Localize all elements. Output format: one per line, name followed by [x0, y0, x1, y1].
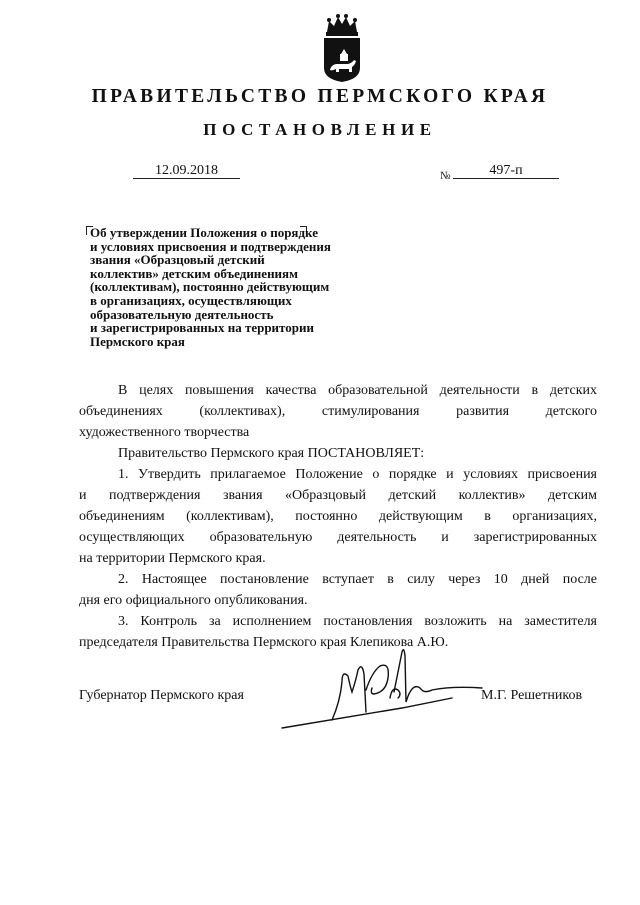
date-underline [133, 178, 240, 179]
document-body [79, 380, 597, 653]
paragraph-item-2 [79, 569, 597, 611]
body-line: художественного творчества [79, 425, 250, 440]
subject-line: образовательную деятельность [90, 306, 274, 322]
body-line: председателя Правительства Пермского края Клепикова А.Ю. [79, 635, 449, 650]
body-line: 2. Настоящее постановление вступает в силу через 10 дней после [118, 572, 597, 587]
body-line: В целях повышения качества образовательной деятельности в детских [118, 383, 597, 398]
body-line: 3. Контроль за исполнением постановления возложить на заместителя [118, 614, 597, 629]
body-line: дня его официального опубликования. [79, 593, 308, 608]
body-line: осуществляющих образовательную деятельность и зарегистрированных [79, 530, 597, 545]
signatory-position: Губернатор Пермского края [79, 688, 244, 703]
subject-line: коллектив» детским объединениям [90, 265, 298, 281]
document-type: ПОСТАНОВЛЕНИЕ [203, 120, 437, 139]
document-date: 12.09.2018 [155, 163, 218, 178]
document-number: 497-п [489, 163, 523, 178]
paragraph-preamble [79, 380, 597, 443]
body-line: и подтверждения звания «Образцовый детский коллектив» детским [79, 488, 597, 503]
signatory-name: М.Г. Решетников [481, 688, 583, 703]
number-underline [453, 178, 559, 179]
document-subject [90, 226, 390, 348]
number-sign: № [440, 170, 451, 182]
body-line: 1. Утвердить прилагаемое Положение о порядке и условиях присвоения [118, 467, 597, 482]
body-line: объединениях (коллективах), стимулирования развития детского [79, 404, 597, 419]
subject-line: Пермского края [90, 333, 185, 349]
subject-line: и зарегистрированных на территории [90, 320, 314, 336]
subject-line: в организациях, осуществляющих [90, 292, 292, 308]
subject-line: и условиях присвоения и подтверждения [90, 238, 331, 254]
handwritten-signature-icon [262, 632, 492, 732]
subject-line: (коллективам), постоянно действующим [90, 279, 330, 295]
subject-line: Об утверждении Положения о порядке [90, 225, 318, 240]
government-title: ПРАВИТЕЛЬСТВО ПЕРМСКОГО КРАЯ [91, 86, 549, 107]
body-line: Правительство Пермского края ПОСТАНОВЛЯЕТ: [118, 446, 425, 461]
subject-line: звания «Образцовый детский [90, 252, 265, 268]
body-line: на территории Пермского края. [79, 551, 266, 566]
perm-krai-coat-of-arms-icon [317, 12, 367, 84]
body-line: объединениям (коллективам), постоянно действующим в организациях, [79, 509, 597, 524]
paragraph-item-1 [79, 464, 597, 569]
paragraph-resolves [79, 443, 597, 464]
